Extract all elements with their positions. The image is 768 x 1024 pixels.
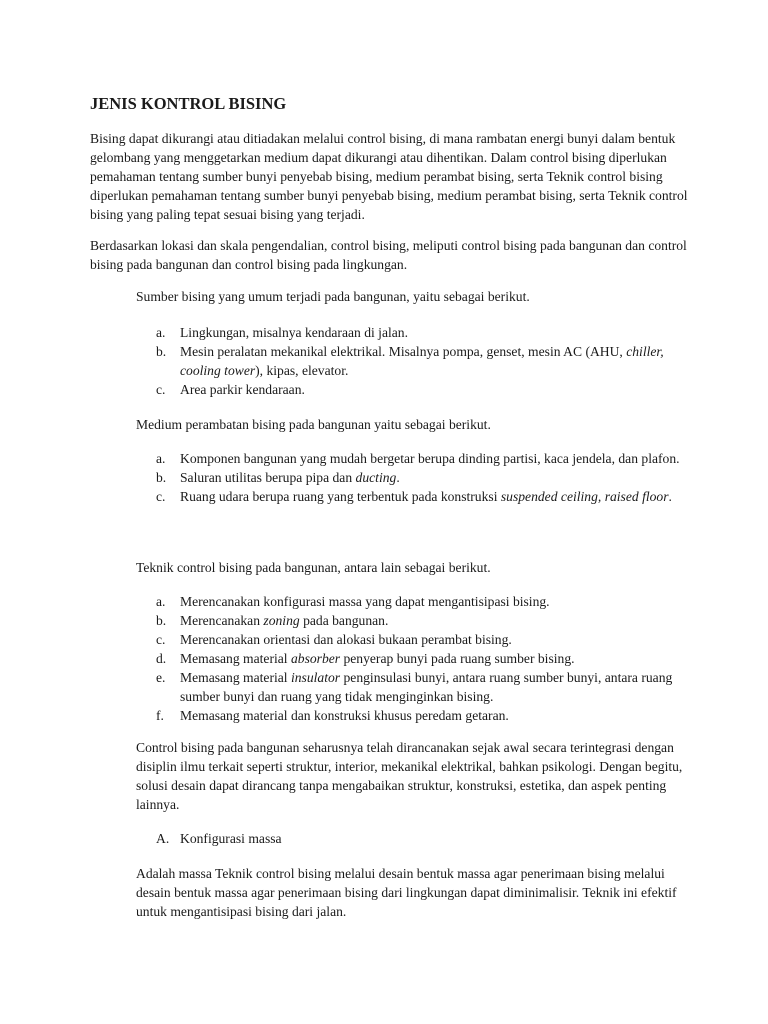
list-marker: b. xyxy=(156,613,167,628)
list-marker: a. xyxy=(156,594,166,609)
list-item xyxy=(136,323,696,342)
list-item xyxy=(136,449,696,468)
list-item xyxy=(136,592,696,611)
list-item-text: Memasang material absorber penyerap bunyi pada ruang sumber bising. xyxy=(180,651,575,666)
medium-list xyxy=(136,449,696,506)
list-marker: e. xyxy=(156,670,166,685)
list-item-text: Area parkir kendaraan. xyxy=(180,382,305,397)
intro-paragraph: Bising dapat dikurangi atau ditiadakan melalui control bising, di mana rambatan energi bunyi dalam bentuk gelombang yang menggetarkan medium dapat dikurangi atau dihentikan. Dalam control bising diperlukan pemahaman tentang sumber bunyi penyebab bising, medium perambat bising, serta Teknik control bising diperlukan pemahaman tentang sumber bunyi penyebab bising, medium perambat bising, serta Teknik control bising yang paling tepat sesuai bising yang terjadi. xyxy=(90,131,688,222)
list-marker: b. xyxy=(156,344,167,359)
list-item-text: Komponen bangunan yang mudah bergetar berupa dinding partisi, kaca jendela, dan plafon. xyxy=(180,451,680,466)
list-item-text: Saluran utilitas berupa pipa dan ducting. xyxy=(180,470,400,485)
list-marker: d. xyxy=(156,651,167,666)
list-marker: b. xyxy=(156,470,167,485)
list-item-text: Merencanakan orientasi dan alokasi bukaan perambat bising. xyxy=(180,632,512,647)
list-marker: a. xyxy=(156,451,166,466)
list-item xyxy=(136,342,696,380)
list-item xyxy=(136,706,696,725)
list-item-text: Ruang udara berupa ruang yang terbentuk pada konstruksi suspended ceiling, raised floor. xyxy=(180,489,672,504)
medium-intro: Medium perambatan bising pada bangunan yaitu sebagai berikut. xyxy=(136,417,491,432)
konfigurasi-paragraph: Adalah massa Teknik control bising melalui desain bentuk massa agar penerimaan bising melalui desain bentuk massa agar penerimaan bising dari lingkungan dapat diminimalisir. Teknik ini efektif untuk mengantisipasi bising dari jalan. xyxy=(136,866,677,919)
list-item xyxy=(136,630,696,649)
teknik-list xyxy=(136,592,696,725)
list-item-text: Merencanakan zoning pada bangunan. xyxy=(180,613,389,628)
list-marker: c. xyxy=(156,632,166,647)
document-title: JENIS KONTROL BISING xyxy=(90,94,287,113)
teknik-intro: Teknik control bising pada bangunan, antara lain sebagai berikut. xyxy=(136,560,491,575)
sumber-intro: Sumber bising yang umum terjadi pada bangunan, yaitu sebagai berikut. xyxy=(136,289,530,304)
list-item-text: Lingkungan, misalnya kendaraan di jalan. xyxy=(180,325,409,340)
list-marker: f. xyxy=(156,708,164,723)
list-item xyxy=(136,668,696,706)
list-marker: c. xyxy=(156,382,166,397)
list-item-text: Merencanakan konfigurasi massa yang dapat mengantisipasi bising. xyxy=(180,594,550,609)
sumber-list xyxy=(136,323,696,399)
control-paragraph: Control bising pada bangunan seharusnya telah dirancanakan sejak awal secara terintegrasi dengan disiplin ilmu terkait seperti struktur, interior, mekanikal elektrikal, bahkan psikologi. Dengan begitu, solusi desain dapat dirancang tanpa mengabaikan struktur, konstruksi, estetika, dan aspek penting lainnya. xyxy=(136,740,683,812)
list-item xyxy=(136,380,696,399)
list-marker: a. xyxy=(156,325,166,340)
list-item-text: Memasang material insulator penginsulasi bunyi, antara ruang sumber bunyi, antara ruang sumber bunyi dan ruang yang tidak menginginkan bising. xyxy=(180,670,673,704)
list-marker: c. xyxy=(156,489,166,504)
section-title: Konfigurasi massa xyxy=(180,831,282,846)
list-item xyxy=(136,487,696,506)
list-item xyxy=(136,468,696,487)
list-item-text: Mesin peralatan mekanikal elektrikal. Misalnya pompa, genset, mesin AC (AHU, chiller, cooling tower), kipas, elevator. xyxy=(180,344,664,378)
section-marker: A. xyxy=(156,831,170,846)
list-item xyxy=(136,611,696,630)
list-item-text: Memasang material dan konstruksi khusus peredam getaran. xyxy=(180,708,509,723)
location-paragraph: Berdasarkan lokasi dan skala pengendalian, control bising, meliputi control bising pada bangunan dan control bising pada bangunan dan control bising pada lingkungan. xyxy=(90,238,687,272)
list-item xyxy=(136,649,696,668)
